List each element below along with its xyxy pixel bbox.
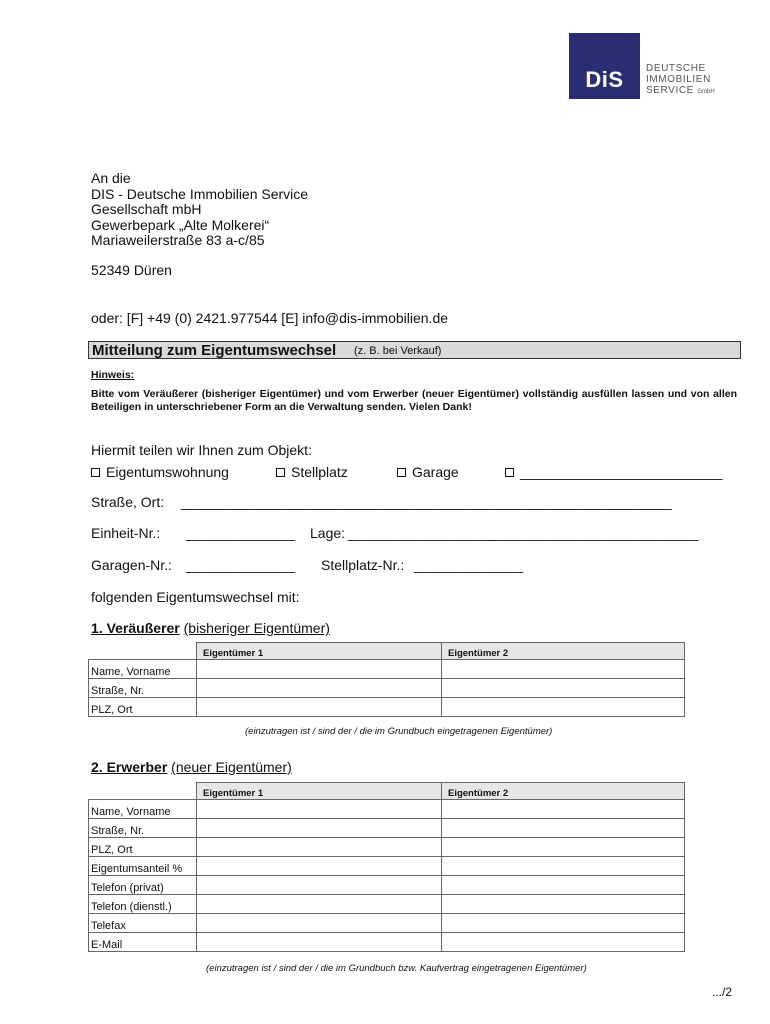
- buyer-owner1-fax-cell[interactable]: [197, 914, 442, 933]
- unit-label: Einheit-Nr.:: [91, 525, 161, 541]
- table-corner: [89, 643, 197, 660]
- address-line-2: DIS - Deutsche Immobilien Service: [91, 185, 309, 202]
- buyer-heading: [91, 759, 292, 775]
- address-line-1: An die: [91, 170, 131, 186]
- buyer-owner2-phone-work-cell[interactable]: [442, 895, 685, 914]
- seller-owner1-name-cell[interactable]: [197, 660, 442, 679]
- logo-line-3: SERVICE: [646, 85, 694, 96]
- option-other[interactable]: [505, 464, 722, 480]
- hinweis-text: Bitte vom Veräußerer (bisheriger Eigentümer) und vom Erwerber (neuer Eigentümer) vollständig ausfüllen lassen und von allen Beteiligen in unterschriebener Form an die Verwaltung senden. Vielen Dank!: [91, 388, 737, 413]
- logo-mark: DiS: [585, 67, 624, 92]
- street-label: Straße, Ort:: [91, 494, 165, 510]
- garage-field[interactable]: ______________: [186, 557, 296, 573]
- address-line-3: Gesellschaft mbH: [91, 201, 202, 218]
- logo-wordmark: [646, 63, 715, 98]
- table-row: [89, 679, 685, 698]
- form-subtitle: (z. B. bei Verkauf): [354, 345, 442, 357]
- object-intro: Hiermit teilen wir Ihnen zum Objekt:: [91, 442, 312, 458]
- buyer-owner1-phone-private-cell[interactable]: [197, 876, 442, 895]
- unit-field[interactable]: ______________: [186, 525, 296, 541]
- seller-owner1-city-cell[interactable]: [197, 698, 442, 717]
- buyer-heading-bold: 2. Erwerber: [91, 759, 168, 775]
- seller-note: (einzutragen ist / sind der / die im Grundbuch eingetragenen Eigentümer): [245, 726, 553, 737]
- option-label: Garage: [412, 464, 459, 480]
- seller-col-owner2: Eigentümer 2: [442, 643, 685, 660]
- buyer-col-owner1: Eigentümer 1: [197, 783, 442, 800]
- seller-owner2-city-cell[interactable]: [442, 698, 685, 717]
- buyer-owner1-email-cell[interactable]: [197, 933, 442, 952]
- buyer-owner2-phone-private-cell[interactable]: [442, 876, 685, 895]
- row-label: Telefon (dienstl.): [89, 895, 197, 914]
- table-row: [89, 819, 685, 838]
- recipient-address: [91, 171, 308, 279]
- checkbox-garage[interactable]: [397, 468, 406, 477]
- seller-heading-bold: 1. Veräußerer: [91, 620, 180, 636]
- page-number: .../2: [712, 985, 733, 999]
- buyer-table: [88, 782, 685, 952]
- logo-line-2: IMMOBILIEN: [646, 74, 711, 85]
- buyer-note: (einzutragen ist / sind der / die im Grundbuch bzw. Kaufvertrag eingetragenen Eigentümer): [206, 963, 587, 974]
- address-line-5: Mariaweilerstraße 83 a-c/85: [91, 232, 265, 249]
- table-row: [89, 914, 685, 933]
- seller-owner2-name-cell[interactable]: [442, 660, 685, 679]
- row-label: Telefon (privat): [89, 876, 197, 895]
- buyer-owner2-fax-cell[interactable]: [442, 914, 685, 933]
- row-label: Telefax: [89, 914, 197, 933]
- table-corner: [89, 783, 197, 800]
- option-stellplatz[interactable]: [276, 464, 348, 480]
- seller-owner1-street-cell[interactable]: [197, 679, 442, 698]
- option-eigentumswohnung[interactable]: [91, 464, 229, 480]
- form-title: Mitteilung zum Eigentumswechsel: [92, 342, 337, 359]
- seller-owner2-street-cell[interactable]: [442, 679, 685, 698]
- lage-field[interactable]: _____________________________________________: [348, 525, 699, 541]
- option-garage[interactable]: [397, 464, 459, 480]
- row-label: Eigentumsanteil %: [89, 857, 197, 876]
- seller-heading-rest: (bisheriger Eigentümer): [183, 620, 330, 636]
- buyer-owner2-email-cell[interactable]: [442, 933, 685, 952]
- logo-line-1: DEUTSCHE: [646, 63, 706, 74]
- other-blank[interactable]: __________________________: [520, 464, 723, 480]
- buyer-owner2-city-cell[interactable]: [442, 838, 685, 857]
- hinweis-label: Hinweis:: [91, 369, 135, 381]
- row-label: PLZ, Ort: [89, 838, 197, 857]
- table-row: [89, 933, 685, 952]
- row-label: Name, Vorname: [89, 660, 197, 679]
- buyer-owner1-phone-work-cell[interactable]: [197, 895, 442, 914]
- lage-label: Lage:: [310, 525, 346, 541]
- table-row: [89, 660, 685, 679]
- checkbox-other[interactable]: [505, 468, 514, 477]
- table-row: [89, 857, 685, 876]
- checkbox-eigentumswohnung[interactable]: [91, 468, 100, 477]
- table-row: [89, 876, 685, 895]
- table-row: [89, 800, 685, 819]
- buyer-owner2-share-cell[interactable]: [442, 857, 685, 876]
- seller-table: [88, 642, 685, 717]
- garage-label: Garagen-Nr.:: [91, 557, 172, 573]
- buyer-owner1-street-cell[interactable]: [197, 819, 442, 838]
- seller-heading: [91, 620, 330, 636]
- row-label: E-Mail: [89, 933, 197, 952]
- row-label: Straße, Nr.: [89, 679, 197, 698]
- parking-label: Stellplatz-Nr.:: [321, 557, 405, 573]
- row-label: Name, Vorname: [89, 800, 197, 819]
- buyer-owner1-share-cell[interactable]: [197, 857, 442, 876]
- row-label: Straße, Nr.: [89, 819, 197, 838]
- street-field[interactable]: _______________________________________________________________: [181, 494, 672, 510]
- buyer-owner2-street-cell[interactable]: [442, 819, 685, 838]
- row-label: PLZ, Ort: [89, 698, 197, 717]
- option-label: Stellplatz: [291, 464, 348, 480]
- checkbox-stellplatz[interactable]: [276, 468, 285, 477]
- logo-gmbh: GmbH: [697, 89, 715, 95]
- seller-col-owner1: Eigentümer 1: [197, 643, 442, 660]
- address-line-4: Gewerbepark „Alte Molkerei“: [91, 216, 270, 233]
- following-text: folgenden Eigentumswechsel mit:: [91, 589, 300, 605]
- table-row: [89, 895, 685, 914]
- option-label: Eigentumswohnung: [106, 464, 229, 480]
- address-city: 52349 Düren: [91, 261, 172, 278]
- buyer-owner1-city-cell[interactable]: [197, 838, 442, 857]
- buyer-owner2-name-cell[interactable]: [442, 800, 685, 819]
- table-row: [89, 698, 685, 717]
- contact-line: oder: [F] +49 (0) 2421.977544 [E] info@dis-immobilien.de: [91, 310, 449, 326]
- parking-field[interactable]: ______________: [414, 557, 524, 573]
- buyer-owner1-name-cell[interactable]: [197, 800, 442, 819]
- buyer-col-owner2: Eigentümer 2: [442, 783, 685, 800]
- table-row: [89, 838, 685, 857]
- buyer-heading-rest: (neuer Eigentümer): [171, 759, 292, 775]
